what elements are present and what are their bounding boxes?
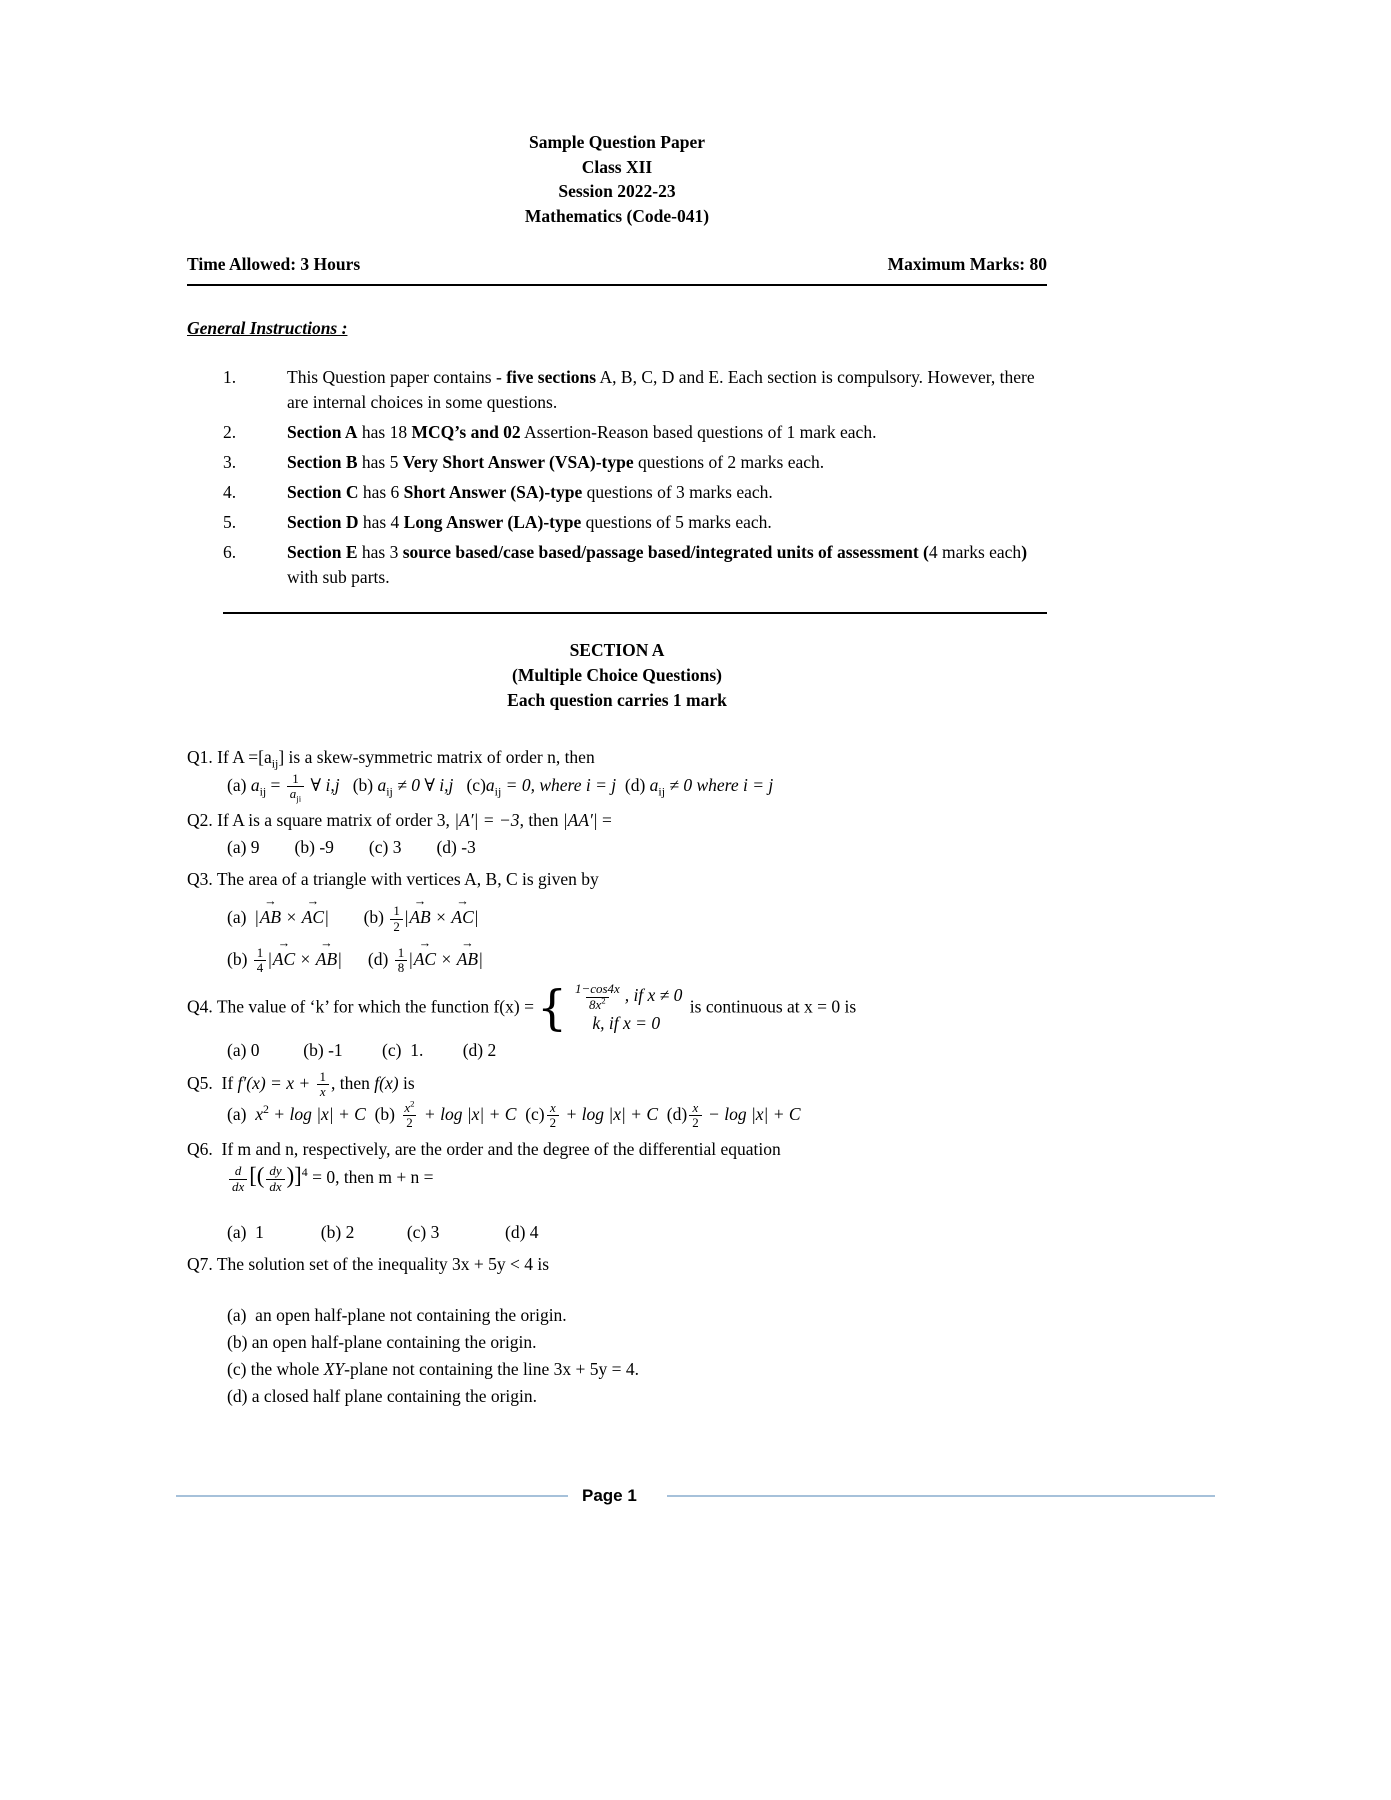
question-7-option-a bbox=[187, 1303, 1047, 1328]
text-run: has 18 bbox=[357, 422, 412, 442]
fraction bbox=[572, 982, 623, 1011]
text-run: , then bbox=[519, 810, 563, 831]
text-run: | bbox=[325, 907, 329, 928]
text-run: a bbox=[377, 774, 387, 795]
text-run: ≠ 0 ∀ i,j bbox=[392, 774, 454, 795]
text-run: a bbox=[649, 774, 659, 795]
fraction bbox=[266, 1164, 284, 1193]
instruction-number: 5. bbox=[223, 512, 237, 532]
text-run: -plane not containing the line 3x + 5y = 4. bbox=[344, 1358, 639, 1379]
fraction: $\frac{1}{4}$ bbox=[254, 946, 266, 975]
text-run: This Question paper contains - bbox=[287, 367, 507, 387]
fraction: $\frac{x^2}{2}$ bbox=[404, 1098, 415, 1131]
text-run: (a) an open half-plane not containing the origin. bbox=[227, 1304, 567, 1325]
fraction: $\frac{1}{x}$ bbox=[317, 1070, 329, 1099]
question-7 bbox=[187, 1252, 1047, 1409]
text-run: 2 bbox=[410, 1098, 415, 1109]
text-run: | bbox=[479, 948, 483, 969]
question-5-stem bbox=[187, 1070, 1047, 1099]
question-7-option-d bbox=[187, 1384, 1047, 1409]
question-3-options-row-2 bbox=[187, 946, 1047, 975]
text-run: Q6. If m and n, respectively, are the order and the degree of the differential equation bbox=[187, 1139, 781, 1160]
text-run: a bbox=[485, 774, 495, 795]
text-run: Long Answer (LA)-type bbox=[403, 512, 582, 532]
text-run: dx bbox=[232, 1178, 245, 1194]
curly-brace: { bbox=[536, 980, 568, 1036]
instruction-item bbox=[187, 420, 1047, 445]
text-run: A, B, C, D and E. Each section is compulsory. However, there are internal choices in some questions. bbox=[287, 367, 1035, 412]
instruction-text bbox=[287, 450, 1047, 475]
text-run: Q1. If A =[a bbox=[187, 747, 272, 767]
question-5 bbox=[187, 1070, 1047, 1131]
instruction-text bbox=[287, 510, 1047, 535]
text-run: x bbox=[255, 1103, 263, 1124]
text-run: | bbox=[338, 948, 342, 969]
general-instructions-list bbox=[187, 365, 1047, 590]
text-run: ij bbox=[271, 756, 279, 771]
text-run: (d) bbox=[341, 948, 393, 969]
text-run: with sub parts. bbox=[287, 567, 390, 587]
piecewise-row bbox=[592, 1012, 660, 1036]
question-2-stem bbox=[187, 808, 1047, 833]
question-6 bbox=[187, 1137, 1047, 1244]
text-run: (a) 0 (b) -1 (c) 1. (d) 2 bbox=[227, 1039, 497, 1060]
section-a-title: SECTION A bbox=[569, 640, 665, 660]
text-run: 2 bbox=[601, 995, 606, 1006]
text-run: Q2. If A is a square matrix of order 3, bbox=[187, 810, 455, 831]
vector: AC → bbox=[450, 905, 474, 930]
text-run: | bbox=[268, 948, 272, 969]
instruction-item bbox=[187, 450, 1047, 475]
question-3-stem bbox=[187, 867, 1047, 892]
text-run: Q7. The solution set of the inequality 3x + 5y < 4 is bbox=[187, 1253, 550, 1274]
text-run: × bbox=[431, 907, 451, 928]
fraction: $\frac{1}{2}$ bbox=[390, 904, 402, 933]
text-run: k, if x = 0 bbox=[592, 1012, 661, 1033]
text-run: 2 bbox=[262, 1101, 269, 1116]
instruction-item bbox=[187, 480, 1047, 505]
text-run: Q3. The area of a triangle with vertices A, B, C is given by bbox=[187, 869, 599, 890]
text-run: (b) bbox=[339, 774, 378, 795]
question-3 bbox=[187, 867, 1047, 975]
instruction-number: 2. bbox=[223, 422, 237, 442]
section-a-subtitle: (Multiple Choice Questions) bbox=[512, 665, 722, 685]
text-run: x bbox=[692, 1099, 699, 1115]
text-run: f′(x) = x + bbox=[237, 1072, 311, 1093]
text-run: MCQ’s and 02 bbox=[411, 422, 521, 442]
text-run bbox=[310, 1072, 314, 1092]
doc-subject: Mathematics (Code-041) bbox=[524, 205, 710, 226]
fraction: $\frac{1}{a_{ji}}$ bbox=[287, 772, 304, 801]
text-run: + log |x| + C bbox=[561, 1103, 659, 1124]
question-6-stem bbox=[187, 1137, 1047, 1162]
question-3-options-row-1 bbox=[187, 904, 1047, 933]
vector: AC → bbox=[272, 947, 296, 972]
vector: AB → bbox=[408, 905, 431, 930]
text-run: × bbox=[437, 948, 456, 969]
text-run: d bbox=[234, 1163, 242, 1179]
question-2 bbox=[187, 808, 1047, 860]
text-run: (a) 9 (b) -9 (c) 3 (d) -3 bbox=[227, 837, 476, 858]
text-run: has 4 bbox=[358, 512, 404, 532]
text-run: questions of 5 marks each. bbox=[581, 512, 772, 532]
text-run: (a) bbox=[227, 1103, 256, 1124]
text-run: x bbox=[550, 1099, 556, 1115]
text-run: | bbox=[474, 907, 479, 928]
question-6-equation bbox=[187, 1164, 1047, 1193]
text-run: = 0, then m + n = bbox=[307, 1167, 434, 1188]
text-run: dx bbox=[269, 1178, 282, 1194]
vector: AC → bbox=[413, 947, 437, 972]
page-number-label: Page 1 bbox=[582, 1486, 637, 1505]
document-header bbox=[187, 0, 1047, 228]
maximum-marks: Maximum Marks: 80 bbox=[887, 254, 1047, 274]
section-divider bbox=[223, 612, 1047, 614]
text-run: XY bbox=[323, 1358, 345, 1379]
question-4 bbox=[187, 982, 1047, 1062]
fraction: $\frac{x}{2}$ bbox=[689, 1101, 701, 1130]
instruction-number: 3. bbox=[223, 452, 237, 472]
footer-rule-left bbox=[176, 1495, 568, 1497]
instruction-item bbox=[187, 365, 1047, 415]
text-run: Q5. If bbox=[187, 1072, 238, 1093]
section-a-heading bbox=[187, 638, 1047, 713]
text-run: Assertion-Reason based questions of 1 mark each. bbox=[520, 422, 877, 442]
text-run: Section E bbox=[287, 542, 358, 562]
text-run: 4 marks each bbox=[928, 542, 1022, 562]
time-allowed: Time Allowed: 3 Hours bbox=[187, 254, 361, 274]
text-run: (a) 1 (b) 2 (c) 3 (d) 4 bbox=[227, 1221, 539, 1242]
text-run: has 3 bbox=[357, 542, 403, 562]
text-run: (d) bbox=[616, 774, 650, 795]
text-run: ij bbox=[259, 784, 267, 799]
page-footer bbox=[176, 1486, 1215, 1506]
instruction-number: 4. bbox=[223, 482, 237, 502]
text-run: questions of 3 marks each. bbox=[582, 482, 773, 502]
question-1 bbox=[187, 745, 1047, 804]
text-run: (a) | bbox=[227, 907, 259, 928]
text-run: , then bbox=[331, 1072, 375, 1093]
text-run: Section B bbox=[287, 452, 358, 472]
text-run: − log |x| + C bbox=[703, 1103, 801, 1124]
instruction-number: 1. bbox=[223, 367, 237, 387]
piecewise-function bbox=[537, 982, 682, 1035]
section-a-note: Each question carries 1 mark bbox=[507, 690, 727, 710]
text-run: ij bbox=[494, 784, 502, 799]
text-run: source based/case based/passage based/integrated units of assessment ( bbox=[402, 542, 929, 562]
text-run: (b) bbox=[227, 948, 252, 969]
vector: AC → bbox=[301, 905, 325, 930]
instruction-number: 6. bbox=[223, 542, 237, 562]
text-run: (c) bbox=[516, 1103, 545, 1124]
text-run: has 5 bbox=[357, 452, 403, 472]
text-run: Section A bbox=[287, 422, 358, 442]
text-run: (c) bbox=[453, 774, 486, 795]
question-5-options bbox=[187, 1098, 1047, 1131]
text-run: Section C bbox=[287, 482, 359, 502]
text-run: a bbox=[250, 774, 260, 795]
piecewise-row bbox=[570, 982, 682, 1011]
text-run: ) bbox=[1021, 542, 1028, 562]
questions-list bbox=[187, 745, 1047, 1409]
general-instructions-title: General Instructions : bbox=[187, 318, 348, 338]
text-run: Section D bbox=[287, 512, 359, 532]
question-1-options bbox=[187, 771, 1047, 804]
instruction-text bbox=[287, 480, 1047, 505]
vector: AB → bbox=[456, 947, 479, 972]
text-run: (d) bbox=[658, 1103, 688, 1124]
instruction-item bbox=[187, 510, 1047, 535]
text-run: + log |x| + C bbox=[419, 1103, 517, 1124]
question-4-stem bbox=[187, 982, 1047, 1035]
fraction: $\frac{x}{2}$ bbox=[547, 1101, 559, 1130]
text-run: = bbox=[266, 774, 285, 795]
text-run: has 6 bbox=[358, 482, 404, 502]
text-run: , if x ≠ 0 bbox=[624, 985, 683, 1006]
fraction bbox=[229, 1164, 247, 1193]
doc-title: Sample Question Paper bbox=[529, 132, 705, 152]
text-run: | bbox=[404, 907, 409, 928]
vector: AB → bbox=[259, 905, 282, 930]
text-run: Short Answer (SA)-type bbox=[403, 482, 583, 502]
text-run: | bbox=[409, 948, 413, 969]
text-run: (c) the whole bbox=[227, 1358, 324, 1379]
text-run: = 0, where i = j bbox=[501, 774, 617, 795]
question-4-options bbox=[187, 1038, 1047, 1063]
instruction-text bbox=[287, 540, 1047, 590]
text-run: x bbox=[404, 1099, 411, 1115]
text-run: is bbox=[398, 1072, 415, 1093]
text-run: Very Short Answer (VSA)-type bbox=[402, 452, 634, 472]
instruction-text bbox=[287, 420, 1047, 445]
text-run: ≠ 0 where i = j bbox=[665, 774, 774, 795]
text-run: (d) a closed half plane containing the origin. bbox=[227, 1385, 538, 1406]
meta-row bbox=[187, 252, 1047, 286]
footer-rule-right bbox=[667, 1495, 1215, 1497]
text-run: )] bbox=[286, 1163, 302, 1189]
doc-class: Class XII bbox=[581, 156, 653, 177]
text-run: × bbox=[282, 907, 301, 928]
text-run: questions of 2 marks each. bbox=[633, 452, 825, 472]
text-run: (a) bbox=[227, 774, 251, 795]
text-run: 1−cos4x bbox=[575, 981, 620, 997]
text-run: (b) bbox=[365, 1103, 400, 1124]
text-run: dy bbox=[269, 1163, 282, 1179]
question-7-option-b bbox=[187, 1330, 1047, 1355]
text-run: ∀ i,j bbox=[306, 774, 340, 795]
question-2-options bbox=[187, 835, 1047, 860]
text-run: + log |x| + C bbox=[268, 1103, 366, 1124]
vector: AB → bbox=[315, 947, 338, 972]
text-run: Q4. The value of ‘k’ for which the function f(x) = bbox=[187, 996, 534, 1017]
question-7-stem bbox=[187, 1252, 1047, 1277]
text-run: a bbox=[289, 786, 297, 802]
text-run: x bbox=[319, 1083, 326, 1099]
text-run: = bbox=[597, 810, 612, 831]
question-7-option-c bbox=[187, 1357, 1047, 1382]
text-run: ji bbox=[296, 793, 302, 804]
text-run: |A′| = −3 bbox=[454, 810, 520, 831]
instruction-item bbox=[187, 540, 1047, 590]
question-1-stem bbox=[187, 745, 1047, 770]
question-6-options bbox=[187, 1220, 1047, 1245]
text-run: ij bbox=[658, 784, 666, 799]
text-run: five sections bbox=[506, 367, 597, 387]
text-run: ij bbox=[386, 784, 393, 799]
doc-session: Session 2022-23 bbox=[558, 181, 676, 201]
text-run: [( bbox=[249, 1163, 265, 1189]
text-run: is continuous at x = 0 is bbox=[685, 996, 857, 1017]
text-run: (b) bbox=[328, 907, 389, 928]
instruction-text bbox=[287, 365, 1047, 415]
text-run: ] is a skew-symmetric matrix of order n, then bbox=[278, 747, 595, 767]
text-run: × bbox=[296, 948, 315, 969]
text-run: 4 bbox=[301, 1165, 308, 1180]
text-run: |AA′| bbox=[562, 810, 598, 831]
document-content bbox=[187, 0, 1047, 1409]
text-run: 8x bbox=[589, 996, 602, 1012]
text-run: f(x) bbox=[374, 1072, 399, 1093]
fraction: $\frac{1}{8}$ bbox=[395, 946, 407, 975]
text-run: (b) an open half-plane containing the origin. bbox=[227, 1331, 537, 1352]
